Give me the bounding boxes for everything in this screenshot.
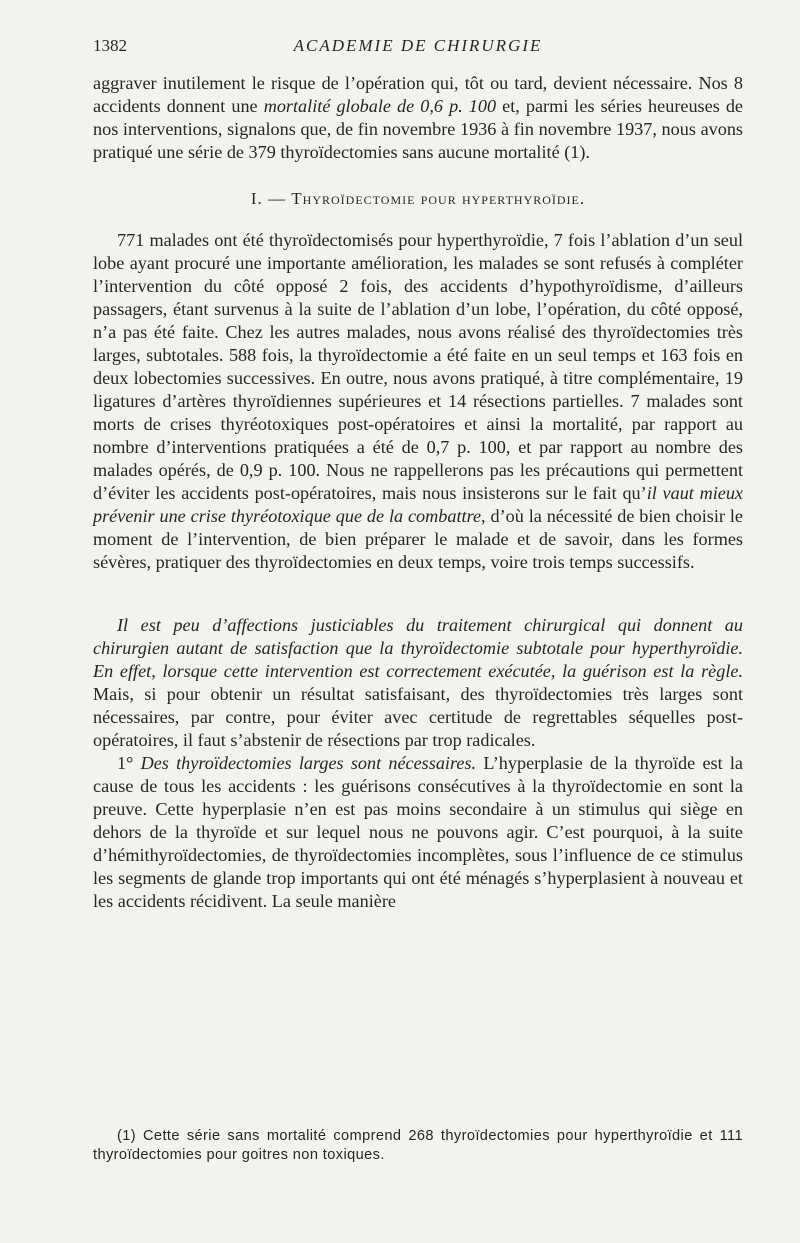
intro-text-2: et, parmi les séries heureuses de nos interventions, signalons que, de fin novembre 1936 à fin novembre 1937, nous avons pratiqué une série de 379 thyroïdectomies sans aucune mortalité (1). (93, 96, 743, 162)
paragraph-wide-thyroidectomies (93, 752, 743, 913)
intro-emphasis: mortalité globale de 0,6 p. 100 (263, 96, 497, 116)
footnote: (1) Cette série sans mortalité comprend 268 thyroïdectomies pour hyperthyroïdie et 111 thyroïdectomies pour goitres non toxiques. (93, 1128, 743, 1163)
paragraph-results (93, 229, 743, 574)
para2-text: Mais, si pour obtenir un résultat satisfaisant, des thyroïdectomies très larges sont nécessaires, par contre, pour éviter avec certitude de regrettables séquelles post-opératoires, il faut s’abstenir de résections par trop radicales. (93, 684, 743, 750)
para1-text-1: 771 malades ont été thyroïdectomisés pour hyperthyroïdie, 7 fois l’ablation d’un seul lobe ayant procuré une importante amélioration, les malades se sont refusés à compléter l’intervention du côté opposé 2 fois, des accidents d’hypothyroïdisme, d’ailleurs passagers, étant survenus à la suite de l’ablation d’un lobe, l’opération, du côté opposé, n’a pas été faite. Chez les autres malades, nous avons réalisé des thyroïdectomies très larges, subtotales. 588 fois, la thyroïdectomie a été faite en un seul temps et 163 fois en deux lobectomies successives. En outre, nous avons pratiqué, à titre complémentaire, 19 ligatures d’artères thyroïdiennes supérieures et 14 résections partielles. 7 malades sont morts de crises thyréotoxiques post-opératoires et ainsi la mortalité, par rapport au nombre d’interventions pratiquées a été de 0,7 p. 100, et par rapport au nombre des malades opérés, de 0,9 p. 100. Nous ne rappellerons pas les précautions qui permettent d’éviter les accidents post-opératoires, mais nous insisterons sur le fait qu’ (93, 230, 743, 503)
intro-paragraph (93, 72, 743, 164)
intro-text-1: aggraver inutilement le risque de l’opération qui, tôt ou tard, devient nécessaire. Nos 8 accidents donnent une (93, 73, 743, 116)
paragraph-gap (93, 574, 743, 614)
para1-emphasis: il vaut mieux prévenir une crise thyréotoxique que de la combattre (93, 483, 743, 526)
para3-numeral: 1° (117, 753, 141, 773)
section-title: Thyroïdectomie pour hyperthyroïdie. (291, 189, 586, 208)
para1-text-2: , d’où la nécessité de bien choisir le moment de l’intervention, de bien préparer le malade et de savoir, dans les formes sévères, pratiquer des thyroïdectomies en deux temps, voire trois temps successifs. (93, 506, 743, 572)
para2-emphasis: Il est peu d’affections justiciables du traitement chirurgical qui donnent au chirurgien autant de satisfaction que la thyroïdectomie subtotale pour hyperthyroïdie. En effet, lorsque cette intervention est correctement exécutée, la guérison est la règle. (93, 615, 743, 681)
para3-emphasis: Des thyroïdectomies larges sont nécessaires. (140, 753, 477, 773)
body-text (93, 72, 743, 913)
running-title: ACADEMIE DE CHIRURGIE (293, 36, 543, 55)
page-header (93, 36, 743, 58)
section-heading (93, 187, 743, 210)
para3-text: L’hyperplasie de la thyroïde est la cause de tous les accidents : les guérisons consécutives à la thyroïdectomie en sont la preuve. Cette hyperplasie n’en est pas moins secondaire à un stimulus qui siège en dehors de la thyroïde et sur lequel nous ne pouvons agir. C’est pourquoi, à la suite d’hémithyroïdectomies, de thyroïdectomies incomplètes, sous l’influence de ce stimulus les segments de glande trop importants qui ont été ménagés s’hyperplasient à nouveau et les accidents récidivent. La seule manière (93, 753, 743, 911)
page-number: 1382 (93, 36, 127, 55)
paragraph-satisfaction (93, 614, 743, 752)
section-numeral: I. — (250, 189, 292, 208)
